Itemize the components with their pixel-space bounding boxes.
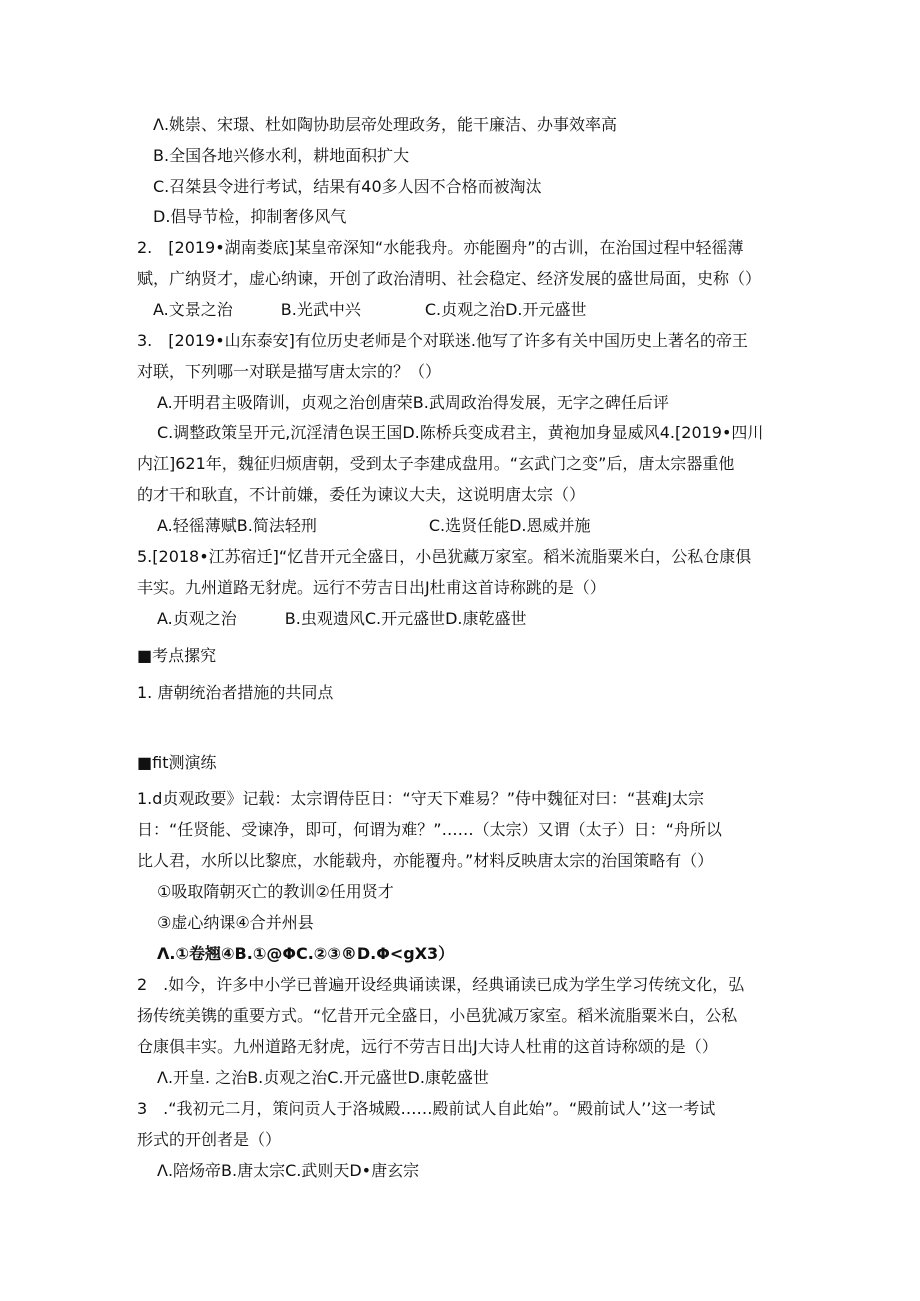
q1-option-b: B.全国各地兴修水利，耕地面积扩大 xyxy=(153,146,410,165)
p1-options: Λ.①卷翘④B.①@ΦC.②③®D.Φ<gX3） xyxy=(157,944,455,963)
section-heading-practice: ■fit测演练 xyxy=(137,753,217,772)
p3-options: Λ.陪炀帝B.唐太宗C.武则天D•唐玄宗 xyxy=(157,1161,420,1180)
q5-options: A.贞观之治 B.虫观遗风C.开元盛世D.康乾盛世 xyxy=(157,609,527,628)
q1-option-d: D.倡导节检，抑制奢侈风气 xyxy=(153,207,347,226)
q4-stem-line3: 的才干和耿直，不计前嫌，委任为谏议大夫，这说明唐太宗（） xyxy=(137,485,586,504)
q3-stem-line2: 对联，下列哪一对联是描写唐太宗的？（） xyxy=(137,362,442,381)
p1-statements-34: ③虚心纳课④合并州县 xyxy=(157,913,314,932)
q3-options-ab: A.开明君主吸隋训，贞观之治创唐荣B.武周政治得发展，无字之碑任后评 xyxy=(157,393,669,412)
p2-stem-line1: 2 .如今，许多中小学已普遍开设经典诵读课，经典诵读已成为学生学习传统文化，弘 xyxy=(137,975,745,994)
p1-stem-line2: 日：“任贤能、受谏净，即可，何谓为难？”……（太宗）又谓（太子）日：“舟所以 xyxy=(137,820,722,839)
p1-stem-line3: 比人君，水所以比黎庶，水能载舟，亦能覆舟。”材料反映唐太宗的治国策略有（） xyxy=(137,851,714,870)
p2-options: Λ.开皇. 之治B.贞观之治C.开元盛世D.康乾盛世 xyxy=(157,1068,489,1087)
q2-stem-line2: 赋，广纳贤才，虚心纳谏，开创了政治清明、社会稳定、经济发展的盛世局面，史称（） xyxy=(137,269,762,288)
q3-options-cd-q4-start: C.调整政策呈开元,沉淫清色误王国D.陈桥兵变成君主，黄袍加身显威风4.[2019•四川 xyxy=(157,423,764,442)
q2-options: A.文景之治 B.光武中兴 C.贞观之治D.开元盛世 xyxy=(153,300,587,319)
p1-statements-12: ①吸取隋朝灭亡的教训②任用贤才 xyxy=(157,882,394,901)
q1-option-a: Λ.姚崇、宋璟、杜如陶协助层帝处理政务，能干廉洁、办事效率高 xyxy=(153,115,618,134)
q2-stem-line1: 2. [2019•湖南娄底]某皇帝深知“水能我舟。亦能圈舟”的古训，在治国过程中轻徭薄 xyxy=(137,238,744,257)
p3-stem-line2: 形式的开创者是（） xyxy=(137,1130,282,1149)
p2-stem-line3: 仓康俱丰实。九州道路无豺虎，远行不劳吉日出J大诗人杜甫的这首诗称颂的是（） xyxy=(137,1037,718,1056)
q5-stem-line2: 丰实。九州道路无豺虎。远行不劳吉日出J杜甫这首诗称跳的是（） xyxy=(137,578,606,597)
q1-option-c: C.召桀县令进行考试，结果有40多人因不合格而被淘汰 xyxy=(153,177,542,196)
section-heading-kaodian: ■考点摞究 xyxy=(137,646,217,665)
p2-stem-line2: 扬传统美镌的重要方式。“忆昔开元全盛日，小邑犹减万家室。稻米流脂粟米白，公私 xyxy=(137,1006,738,1025)
kaodian-item-1: 1. 唐朝统治者措施的共同点 xyxy=(137,683,334,702)
q5-stem-line1: 5.[2018•江苏宿迁]“忆昔开元全盛日，小邑犹藏万家室。稻米流脂粟米白，公私仓康俱 xyxy=(137,547,752,566)
p1-stem-line1: 1.d贞观政要》记载：太宗谓侍臣日：“守天下难易？”侍中魏征对曰：“甚难J太宗 xyxy=(137,789,705,808)
p3-stem-line1: 3 .“我初元二月，策问贡人于洛城殿……殿前试人自此始”。“殿前试人’’这一考试 xyxy=(137,1099,716,1118)
q3-stem-line1: 3. [2019•山东泰安]有位历史老师是个对联迷.他写了许多有关中国历史上著名的帝王 xyxy=(137,331,748,350)
q4-stem-line2: 内江]621年，魏征归烦唐朝，受到太子李建成盘用。“玄武门之变”后，唐太宗器重他 xyxy=(137,454,735,473)
q4-options: A.轻徭薄赋B.简法轻刑 C.选贤任能D.恩威并施 xyxy=(157,516,591,535)
